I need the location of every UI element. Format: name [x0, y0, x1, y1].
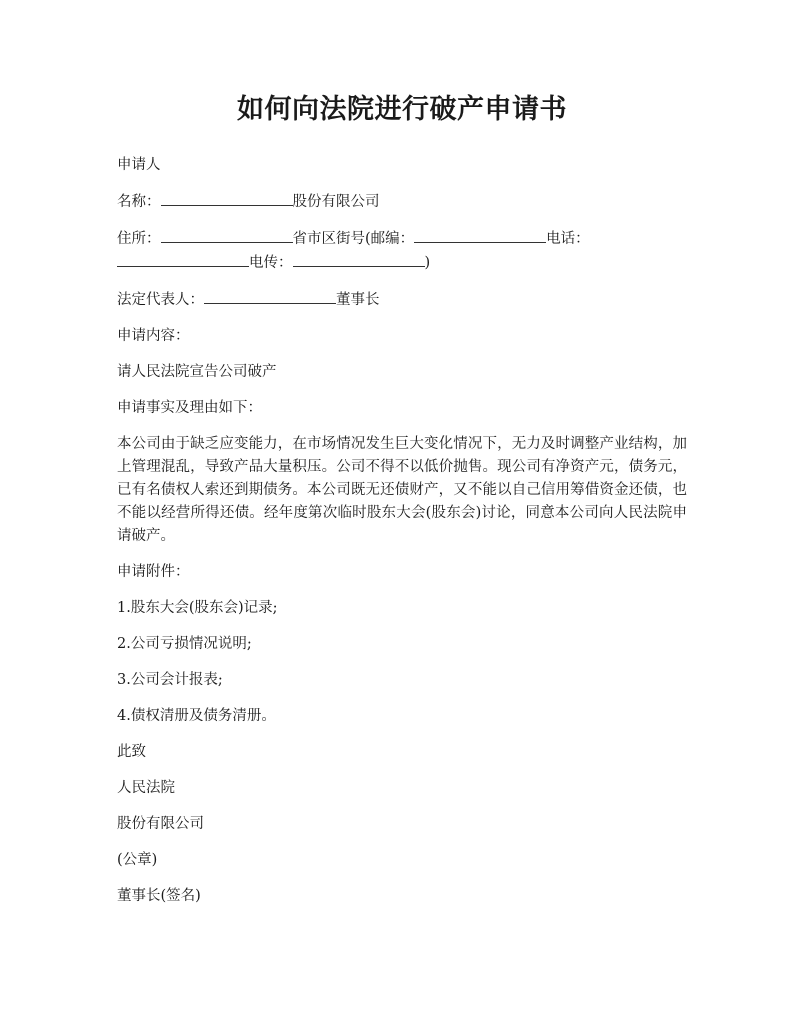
address-line — [117, 227, 687, 275]
rep-title: 董事长 — [336, 292, 380, 308]
company-name-line — [117, 190, 687, 214]
attachment-item: 1.股东大会(股东会)记录; — [117, 600, 278, 616]
applicant-heading: 申请人 — [117, 157, 161, 173]
address-label: 住所： — [117, 231, 161, 247]
name-suffix: 股份有限公司 — [292, 194, 380, 210]
facts-heading: 申请事实及理由如下： — [117, 400, 262, 416]
rep-label: 法定代表人： — [117, 292, 204, 308]
rep-blank — [204, 288, 336, 304]
company-seal: (公章) — [117, 852, 158, 868]
attachment-item: 2.公司亏损情况说明; — [117, 636, 252, 652]
request-heading: 申请内容： — [117, 328, 190, 344]
attachments-heading: 申请附件： — [117, 564, 190, 580]
attachment-item: 4.债权清册及债务清册。 — [117, 708, 276, 724]
document-title: 如何向法院进行破产申请书 — [237, 94, 567, 125]
phone-label: 电话： — [546, 231, 590, 247]
fax-close: ) — [424, 255, 431, 271]
name-blank — [161, 190, 293, 206]
addressee-court: 人民法院 — [117, 780, 175, 796]
closing: 此致 — [117, 744, 146, 760]
postcode-blank — [414, 227, 546, 243]
attachment-item: 3.公司会计报表; — [117, 672, 223, 688]
request-text: 请人民法院宣告公司破产 — [117, 364, 277, 380]
phone-blank — [117, 251, 249, 267]
document-page — [117, 88, 687, 921]
legal-rep-line — [117, 288, 687, 312]
fax-label: 电传： — [249, 255, 293, 271]
facts-text: 本公司由于缺乏应变能力，在市场情况发生巨大变化情况下，无力及时调整产业结构，加上管理混乱，导致产品大量积压。公司不得不以低价抛售。现公司有净资产元，债务元，已有名债权人索还到期债务。本公司既无还债财产，又不能以自己信用筹借资金还债，也不能以经营所得还债。经年度第次临时股东大会(股东会)讨论，同意本公司向人民法院申请破产。 — [117, 436, 687, 544]
address-blank — [161, 227, 293, 243]
signing-company: 股份有限公司 — [117, 816, 204, 832]
address-mid: 省市区街号(邮编： — [292, 231, 415, 247]
name-label: 名称： — [117, 194, 161, 210]
chairman-signature: 董事长(签名) — [117, 888, 201, 904]
fax-blank — [293, 251, 425, 267]
